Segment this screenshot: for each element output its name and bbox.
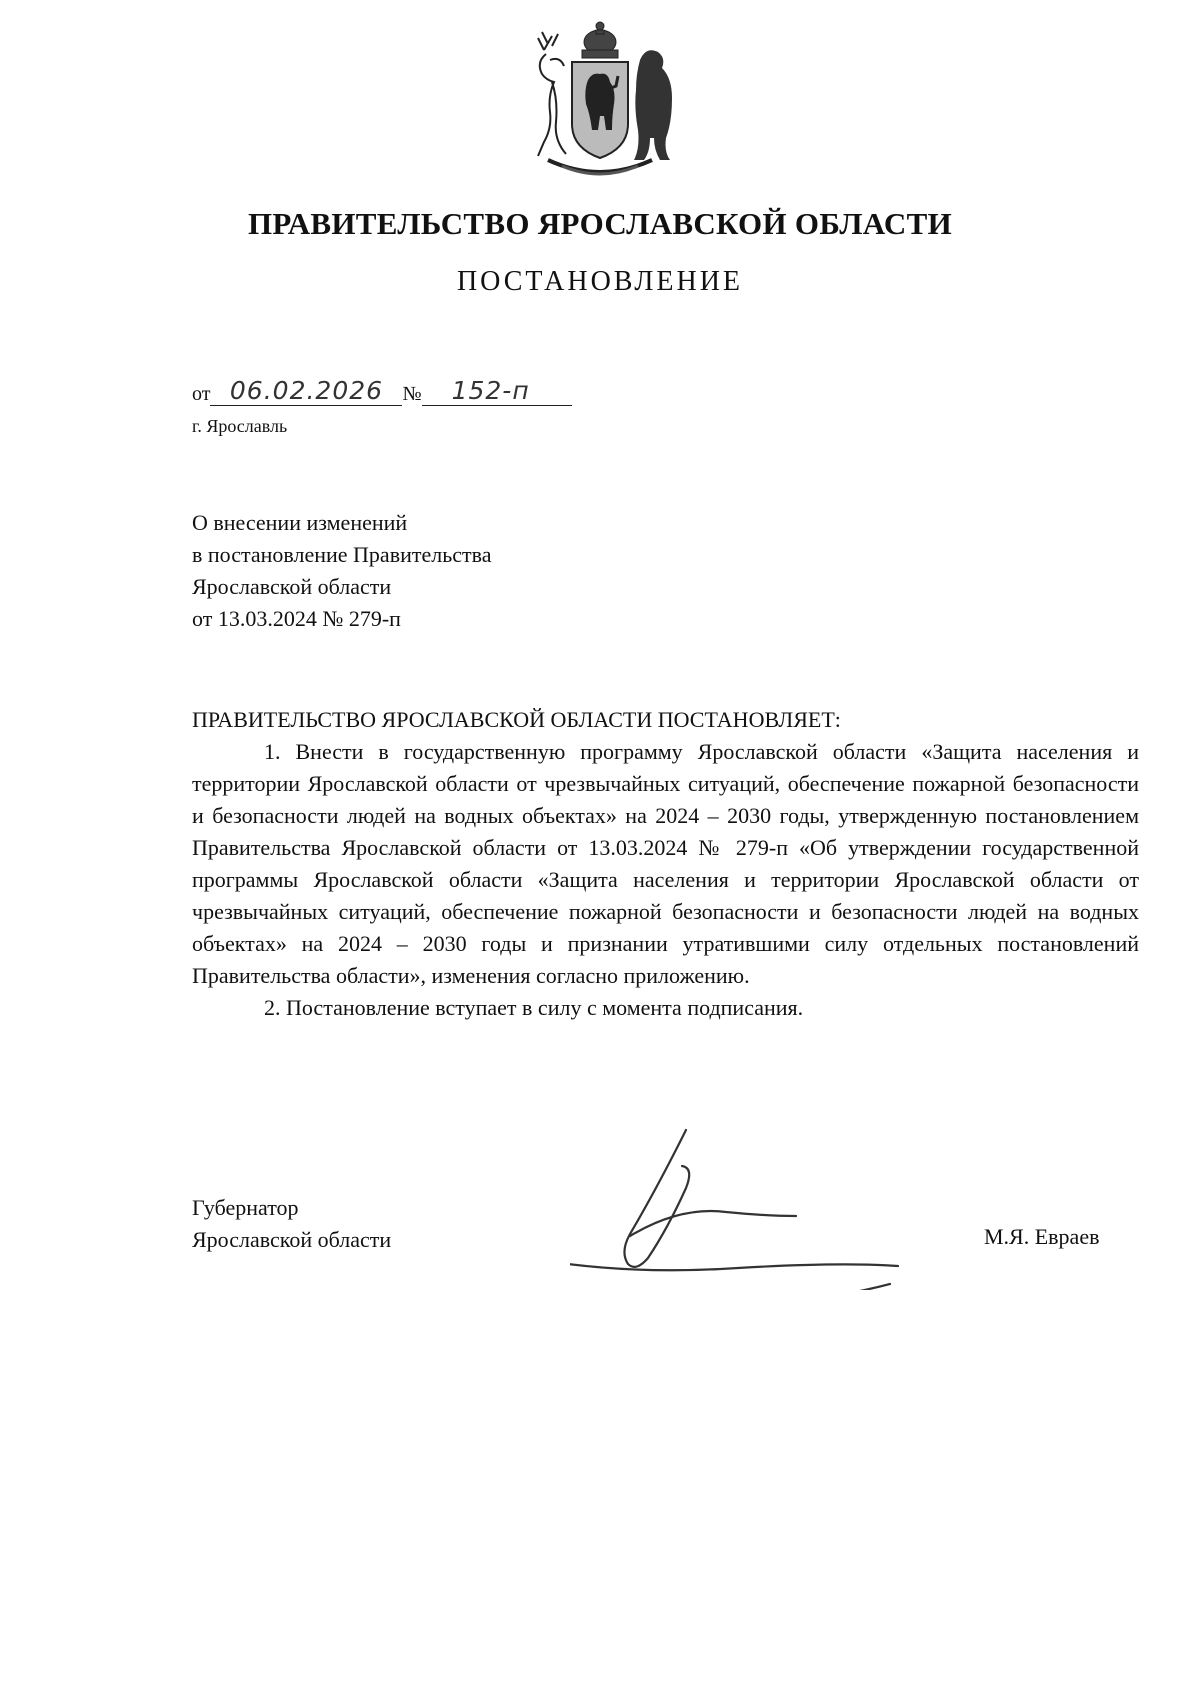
document-date: 06.02.2026: [210, 376, 402, 406]
paragraph-2: 2. Постановление вступает в силу с момента подписания.: [264, 995, 804, 1020]
signer-position: [192, 1192, 391, 1256]
organization-title: ПРАВИТЕЛЬСТВО ЯРОСЛАВСКОЙ ОБЛАСТИ: [248, 206, 952, 241]
city: г. Ярославль: [192, 416, 288, 436]
number-prefix: №: [402, 383, 422, 405]
handwritten-signature-icon: [570, 1120, 930, 1290]
subject-line: в постановление Правительства: [192, 542, 492, 567]
subject-line: от 13.03.2024 № 279-п: [192, 606, 401, 631]
coat-of-arms-icon: [522, 20, 678, 180]
subject-line: О внесении изменений: [192, 510, 408, 535]
document-number: 152-п: [422, 376, 572, 406]
signer-name: М.Я. Евраев: [984, 1224, 1100, 1249]
signer-position-line: Ярославской области: [192, 1227, 392, 1252]
paragraph-1: 1. Внести в государственную программу Ярославской области «Защита населения и территории Ярославской области от чрезвычайных ситуаций, обеспечение пожарной безопасности и безопасности людей на водных объектах» на 2024 – 2030 годы, утвержденную постановлением Правительства Ярославской области от 13.03.2024 № 279-п «Об утверждении государственной программы Ярославской области «Защита населения и территории Ярославской области от чрезвычайных ситуаций, обеспечение пожарной безопасности и безопасности людей на водных объектах» на 2024 – 2030 годы и признании утратившими силу отдельных постановлений Правительства области», изменения согласно приложению.: [192, 739, 1139, 988]
document-subject: [192, 507, 492, 635]
signer-position-line: Губернатор: [192, 1195, 299, 1220]
document-body: [192, 704, 1139, 1024]
document-type: ПОСТАНОВЛЕНИЕ: [456, 266, 744, 297]
resolution-heading: ПРАВИТЕЛЬСТВО ЯРОСЛАВСКОЙ ОБЛАСТИ ПОСТАНОВЛЯЕТ:: [192, 707, 841, 732]
subject-line: Ярославской области: [192, 574, 392, 599]
date-number-line: [192, 376, 572, 412]
date-prefix: от: [192, 383, 211, 405]
